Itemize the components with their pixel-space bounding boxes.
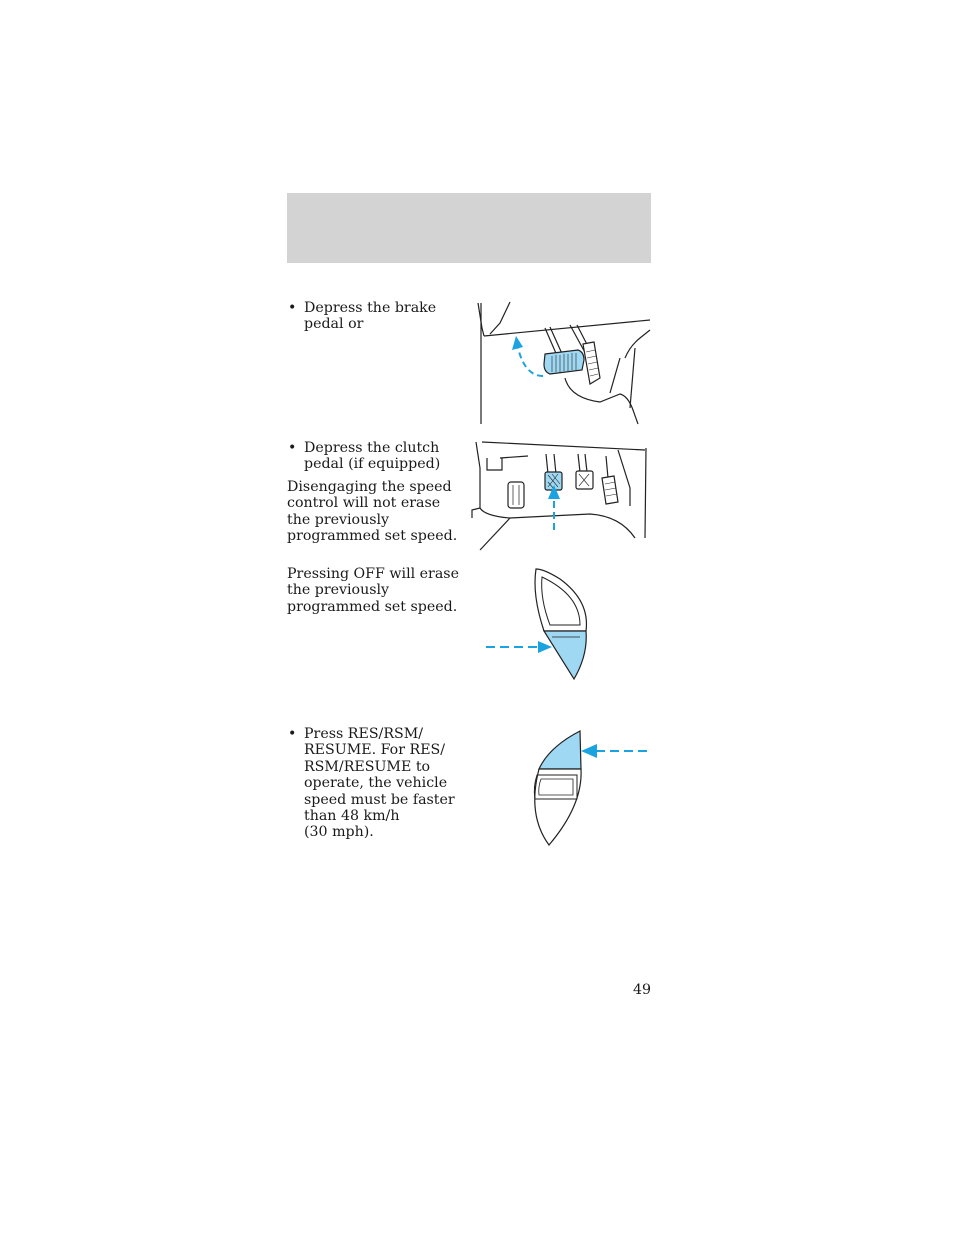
resume-line-6: than 48 km/h bbox=[304, 808, 400, 825]
clutch-bullet-item bbox=[287, 440, 457, 473]
off-line-2: the previously bbox=[287, 582, 390, 599]
clutch-note-line-2: control will not erase bbox=[287, 495, 441, 512]
off-switch-illustration bbox=[480, 565, 595, 685]
resume-line-1: Press RES/RSM/ bbox=[304, 726, 424, 742]
clutch-pedal-illustration bbox=[470, 438, 655, 554]
resume-bullet-item bbox=[287, 726, 457, 841]
section-header-bar bbox=[287, 193, 651, 263]
brake-instruction bbox=[287, 300, 457, 333]
brake-bullet-item bbox=[287, 300, 457, 333]
resume-line-7: (30 mph). bbox=[304, 824, 374, 841]
resume-line-4: operate, the vehicle bbox=[304, 775, 448, 792]
resume-line-5: speed must be faster bbox=[304, 791, 455, 808]
clutch-note-line-3: the previously bbox=[287, 511, 390, 528]
bullet-dot: • bbox=[288, 300, 297, 316]
clutch-note-line-4: programmed set speed. bbox=[287, 528, 458, 545]
brake-line-2: pedal or bbox=[304, 316, 364, 333]
brake-line-1: Depress the brake bbox=[304, 300, 437, 316]
off-line-3: programmed set speed. bbox=[287, 598, 458, 615]
clutch-instruction bbox=[287, 440, 457, 544]
clutch-note-line-1: Disengaging the speed bbox=[287, 478, 452, 495]
resume-line-2: RESUME. For RES/ bbox=[304, 742, 446, 759]
clutch-line-1: Depress the clutch bbox=[304, 440, 440, 456]
bullet-dot: • bbox=[288, 440, 297, 456]
resume-line-3: RSM/RESUME to bbox=[304, 758, 431, 775]
bullet-dot: • bbox=[288, 726, 297, 742]
page-number: 49 bbox=[632, 982, 651, 998]
clutch-line-2: pedal (if equipped) bbox=[304, 456, 441, 473]
resume-switch-illustration bbox=[525, 725, 655, 850]
resume-instruction bbox=[287, 726, 457, 841]
off-line-1: Pressing OFF will erase bbox=[287, 566, 459, 582]
brake-pedal-illustration bbox=[470, 298, 655, 428]
clutch-note bbox=[287, 479, 457, 545]
off-instruction bbox=[287, 566, 457, 615]
